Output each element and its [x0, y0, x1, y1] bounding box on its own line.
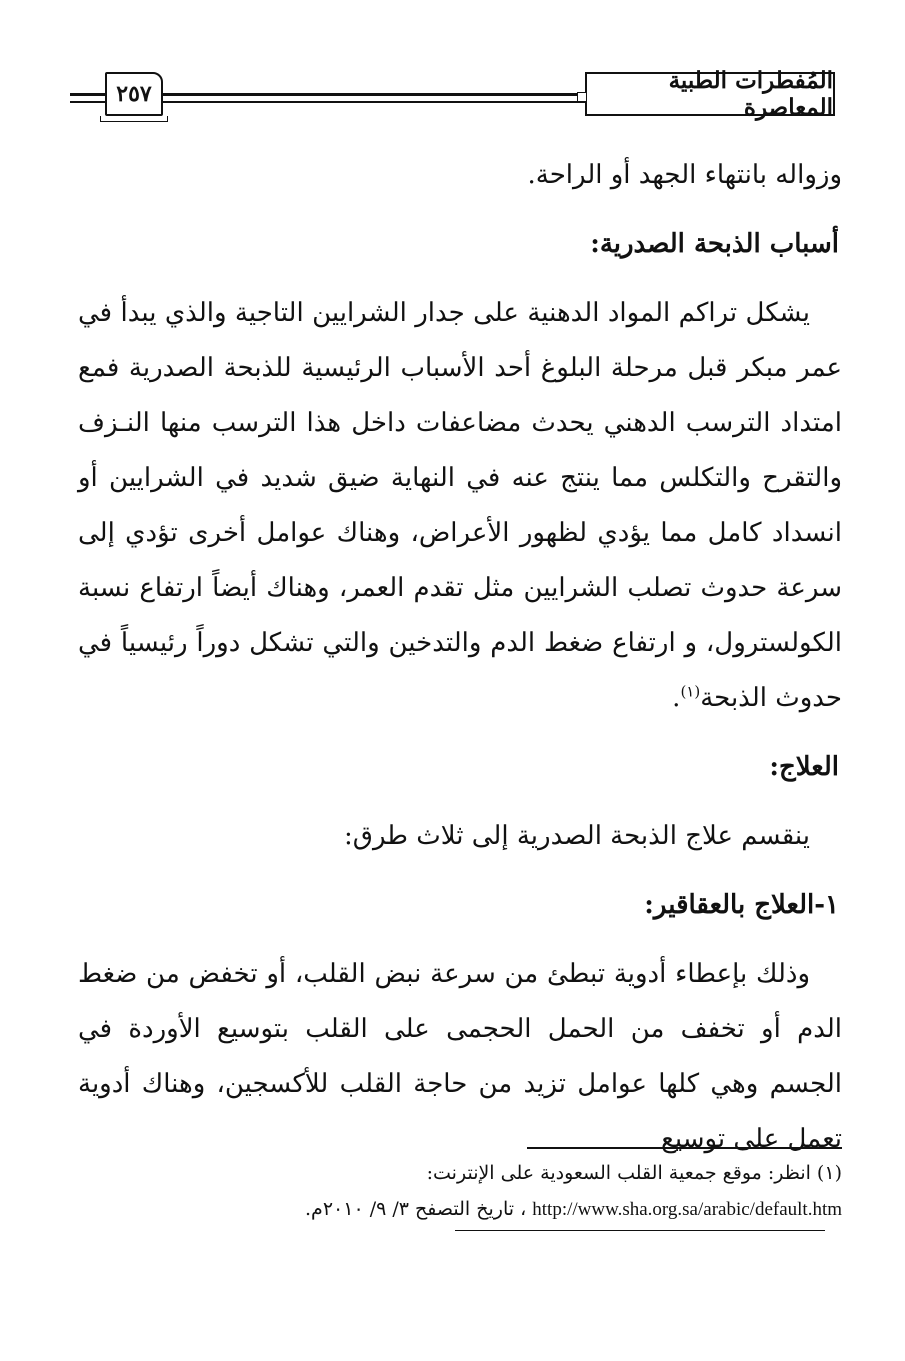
page-number: ٢٥٧ [105, 72, 163, 116]
footnote-marker: (١) [680, 682, 701, 701]
treatment-intro: ينقسم علاج الذبحة الصدرية إلى ثلاث طرق: [344, 821, 810, 851]
main-text [78, 148, 842, 1167]
page-number-scroll-base [100, 116, 168, 122]
heading-treatment: العلاج: [769, 752, 839, 782]
heading-drug-treatment: ١-العلاج بالعقاقير: [644, 890, 839, 920]
running-title: المُفطرات الطبية المعاصرة [585, 72, 835, 116]
footnote-1-line-2 [150, 1191, 842, 1228]
url-underline [455, 1230, 825, 1231]
footnote-1-line-1: (١) انظر: موقع جمعية القلب السعودية على الإنترنت: [426, 1162, 842, 1184]
footnote-date: ، تاريخ التصفح ٣/ ٩/ ٢٠١٠م. [305, 1198, 527, 1220]
paragraph-causes [78, 286, 842, 726]
paragraph-causes-end: . [672, 683, 681, 713]
paragraph-causes-text: يشكل تراكم المواد الدهنية على جدار الشرايين التاجية والذي يبدأ في عمر مبكر قبل مرحلة البلوغ أحد الأسباب الرئيسية للذبحة الصدرية فمع امتداد الترسب الدهني يحدث مضاعفات داخل هذا الترسب منها النـزف والتقرح والتكلس مما ينتج عنه في النهاية ضيق شديد في الشرايين أو انسداد كامل مما يؤدي لظهور الأعراض، وهناك عوامل أخرى تؤدي إلى سرعة حدوث تصلب الشرايين مثل تقدم العمر، وهناك أيضاً ارتفاع نسبة الكولسترول، و ارتفاع ضغط الدم والتدخين والتي تشكل دوراً رئيسياً في حدوث الذبحة [78, 298, 842, 713]
footnote-separator [527, 1147, 842, 1149]
continuation-line: وزواله بانتهاء الجهد أو الراحة. [527, 160, 842, 190]
paragraph-drugs: وذلك بإعطاء أدوية تبطئ من سرعة نبض القلب، أو تخفض من ضغط الدم أو تخفف من الحمل الحجمى على القلب بتوسيع الأوردة في الجسم وهي كلها عوامل تزيد من حاجة القلب للأكسجين، وهناك أدوية تعمل على توسيع [78, 959, 842, 1154]
footnote-url-link[interactable]: http://www.sha.org.sa/arabic/default.htm [532, 1199, 842, 1220]
footnotes [150, 1155, 842, 1228]
heading-causes: أسباب الذبحة الصدرية: [590, 229, 839, 259]
